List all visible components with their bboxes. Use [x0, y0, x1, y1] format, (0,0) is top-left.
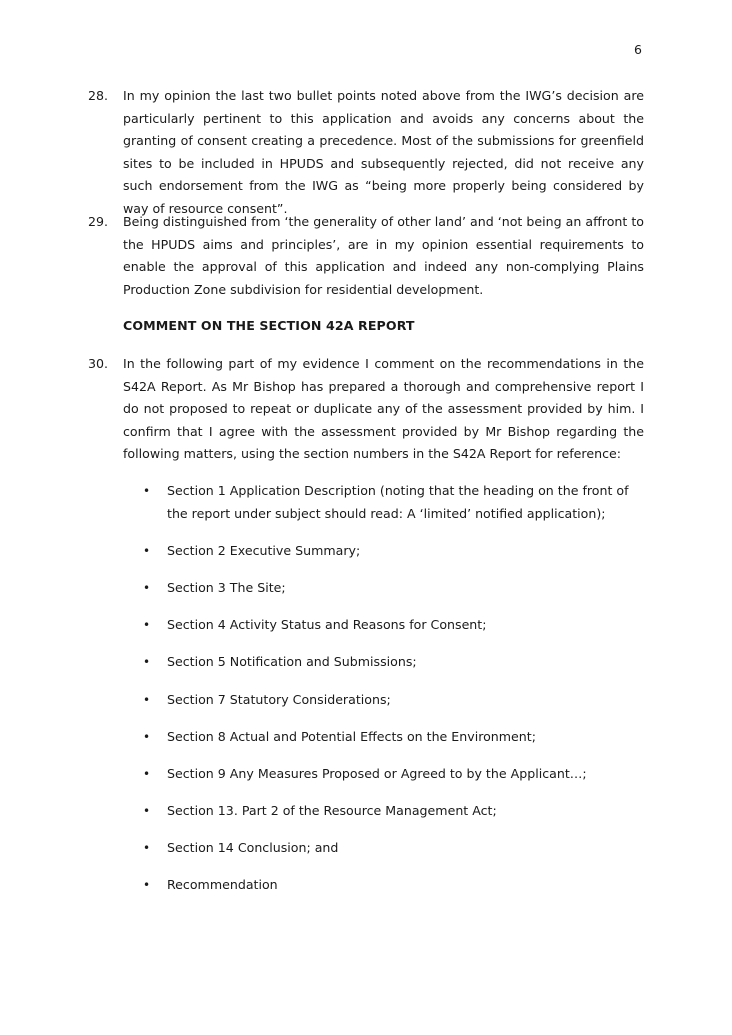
bullet-icon: •	[143, 729, 151, 744]
list-item-text: Section 7 Statutory Considerations;	[167, 691, 391, 707]
list-item	[142, 763, 646, 786]
paragraph-text: Being distinguished from ‘the generality of other land’ and ‘not being an affront to the HPUDS aims and principles’, are in my opinion essential requirements to enable the approval of this application and indeed any non-complying Plains Production Zone subdivision for residential development.	[123, 214, 644, 297]
bullet-icon: •	[143, 618, 151, 633]
list-item	[142, 874, 646, 897]
bullet-icon: •	[143, 841, 151, 856]
bullet-icon: •	[143, 804, 151, 819]
bullet-icon: •	[143, 766, 151, 781]
list-item-text: Section 3 The Site;	[167, 579, 286, 595]
bullet-list	[142, 480, 646, 912]
list-item-text: Section 2 Executive Summary;	[167, 542, 361, 558]
list-item	[142, 540, 646, 563]
bullet-icon: •	[143, 484, 151, 498]
list-item-text: Recommendation	[167, 877, 278, 893]
paragraph-28	[88, 85, 644, 221]
list-item-text: Section 9 Any Measures Proposed or Agreed to by the Applicant…;	[167, 765, 587, 781]
bullet-icon: •	[143, 692, 151, 707]
bullet-icon: •	[143, 580, 151, 595]
list-item-text: Section 5 Notification and Submissions;	[167, 654, 417, 670]
list-item	[142, 480, 646, 525]
paragraph-29	[88, 211, 644, 301]
paragraph-number: 30.	[88, 356, 109, 371]
list-item	[142, 577, 646, 600]
paragraph-number: 28.	[88, 88, 109, 103]
section-heading: COMMENT ON THE SECTION 42A REPORT	[123, 318, 415, 333]
bullet-icon: •	[143, 878, 151, 893]
paragraph-30	[88, 353, 644, 466]
bullet-icon: •	[143, 543, 151, 558]
bullet-icon: •	[143, 655, 151, 670]
paragraph-text: In my opinion the last two bullet points noted above from the IWG’s decision are particularly pertinent to this application and avoids any concerns about the granting of consent creating a precedence. Most of the submissions for greenfield sites to be included in HPUDS and subsequently rejected, did not receive any such endorsement from the IWG as “being more properly being considered by way of resource consent”.	[123, 88, 644, 216]
list-item	[142, 726, 646, 749]
list-item-text: Section 8 Actual and Potential Effects on the Environment;	[167, 728, 536, 744]
list-item-text: Section 13. Part 2 of the Resource Management Act;	[167, 803, 497, 819]
list-item-text: Section 1 Application Description (noting that the heading on the front of the report under subject should read: A ‘limited’ notified application);	[167, 483, 629, 521]
list-item	[142, 651, 646, 674]
list-item-text: Section 4 Activity Status and Reasons for Consent;	[167, 617, 487, 633]
paragraph-number: 29.	[88, 214, 109, 229]
paragraph-text: In the following part of my evidence I comment on the recommendations in the S42A Report. As Mr Bishop has prepared a thorough and comprehensive report I do not proposed to repeat or duplicate any of the assessment provided by him. I confirm that I agree with the assessment provided by Mr Bishop regarding the following matters, using the section numbers in the S42A Report for reference:	[123, 356, 644, 462]
list-item	[142, 614, 646, 637]
list-item-text: Section 14 Conclusion; and	[167, 840, 339, 856]
list-item	[142, 837, 646, 860]
list-item	[142, 800, 646, 823]
page-number: 6	[634, 42, 642, 57]
list-item	[142, 689, 646, 712]
